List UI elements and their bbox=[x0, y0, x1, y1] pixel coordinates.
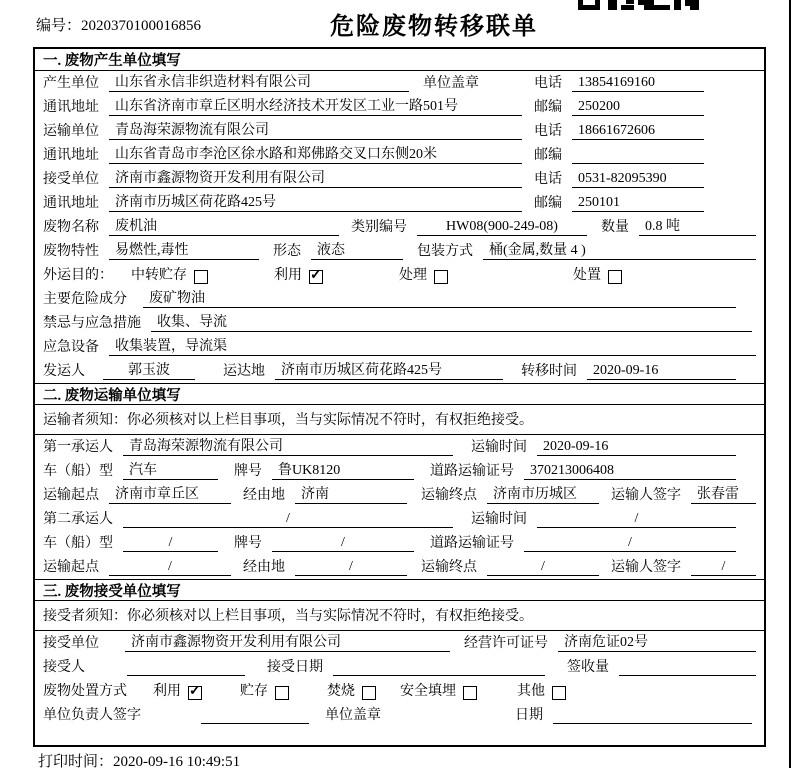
row-equipment bbox=[35, 335, 764, 359]
purpose-option-treat bbox=[399, 267, 448, 284]
date-value bbox=[553, 707, 752, 724]
row-receive-addr bbox=[35, 191, 764, 215]
receive-date-value bbox=[333, 659, 545, 676]
row-disposal bbox=[35, 679, 764, 703]
produce-addr-value: 山东省济南市章丘区明水经济技术开发区工业一路501号 bbox=[109, 98, 522, 116]
checkbox-dispose bbox=[608, 270, 622, 284]
receiver-label: 接受人 bbox=[43, 660, 85, 675]
route-via-label: 经由地 bbox=[243, 560, 285, 575]
vehicle-type2-value: / bbox=[123, 534, 218, 552]
transport-time2-value: / bbox=[537, 510, 736, 528]
route-start-label: 运输起点 bbox=[43, 488, 99, 503]
manifest-form-table bbox=[33, 47, 766, 747]
operating-license-value: 济南危证02号 bbox=[558, 634, 756, 652]
disposal-option-label: 利用 bbox=[153, 684, 181, 699]
unit-seal-label: 单位盖章 bbox=[423, 76, 479, 91]
disposal-option-burn bbox=[327, 683, 376, 700]
pack-value: 桶(金属,数量 4 ) bbox=[483, 242, 756, 260]
disposal-option-label: 安全填埋 bbox=[400, 684, 456, 699]
waste-qty-value: 0.8 吨 bbox=[639, 218, 756, 236]
checkbox-disposal-landfill bbox=[463, 686, 477, 700]
row-dispatch bbox=[35, 359, 764, 383]
produce-zip-value: 250200 bbox=[572, 98, 704, 116]
route-via2-value: / bbox=[295, 558, 407, 576]
transport-time-label: 运输时间 bbox=[471, 440, 527, 455]
row-produce-addr bbox=[35, 95, 764, 119]
row-vehicle2 bbox=[35, 531, 764, 555]
vehicle-type-label: 车（船）型 bbox=[43, 464, 113, 479]
purpose-option-label: 中转贮存 bbox=[131, 268, 187, 283]
receive-zip-value: 250101 bbox=[572, 194, 704, 212]
produce-unit-value: 山东省永信非织造材料有限公司 bbox=[109, 74, 409, 92]
pack-label: 包装方式 bbox=[417, 244, 473, 259]
page-edge-line bbox=[789, 0, 791, 768]
road-license-label: 道路运输证号 bbox=[430, 464, 514, 479]
disposal-option-label: 贮存 bbox=[240, 684, 268, 699]
waste-form-value: 液态 bbox=[311, 242, 403, 260]
disposal-option-other bbox=[517, 683, 566, 700]
route-start-value: 济南市章丘区 bbox=[109, 486, 231, 504]
section3-header: 三. 废物接受单位填写 bbox=[35, 579, 764, 601]
route-via-label: 经由地 bbox=[243, 488, 285, 503]
receiver-notice: 接受者须知：你必须核对以上栏目事项，当与实际情况不符时，有权拒绝接受。 bbox=[35, 601, 764, 631]
route-end-label: 运输终点 bbox=[421, 560, 477, 575]
plate-label: 牌号 bbox=[234, 464, 262, 479]
row-waste-props bbox=[35, 239, 764, 263]
row-receive-unit3 bbox=[35, 631, 764, 655]
waste-name-label: 废物名称 bbox=[43, 220, 99, 235]
route-start-label: 运输起点 bbox=[43, 560, 99, 575]
disposal-option-landfill bbox=[400, 683, 477, 700]
purpose-option-transfer bbox=[131, 267, 208, 284]
transporter-sign-label: 运输人签字 bbox=[611, 560, 681, 575]
road-license2-value: / bbox=[524, 534, 736, 552]
row-hazard bbox=[35, 287, 764, 311]
row-transport-unit bbox=[35, 119, 764, 143]
section2-header: 二. 废物运输单位填写 bbox=[35, 383, 764, 405]
taboo-label: 禁忌与应急措施 bbox=[43, 316, 141, 331]
dispatcher-label: 发运人 bbox=[43, 364, 85, 379]
addr-label: 通讯地址 bbox=[43, 196, 99, 211]
produce-tel-value: 13854169160 bbox=[572, 74, 704, 92]
carrier2-label: 第二承运人 bbox=[43, 512, 113, 527]
purpose-option-use bbox=[274, 267, 323, 284]
road-license-label: 道路运输证号 bbox=[430, 536, 514, 551]
transporter-sign-value: 张春雷 bbox=[691, 486, 756, 504]
transport-zip-value bbox=[572, 147, 704, 164]
dest-label: 运达地 bbox=[223, 364, 265, 379]
hazard-value: 废矿物油 bbox=[143, 290, 736, 308]
section1-header: 一. 废物产生单位填写 bbox=[35, 49, 764, 71]
plate-value: 鲁UK8120 bbox=[272, 462, 414, 480]
carrier2-value: / bbox=[123, 510, 453, 528]
row-purpose bbox=[35, 263, 764, 287]
purpose-option-label: 利用 bbox=[274, 268, 302, 283]
waste-props-label: 废物特性 bbox=[43, 244, 99, 259]
carrier1-label: 第一承运人 bbox=[43, 440, 113, 455]
transporter-sign-label: 运输人签字 bbox=[611, 488, 681, 503]
tel-label: 电话 bbox=[534, 76, 562, 91]
checkbox-disposal-other bbox=[552, 686, 566, 700]
waste-name-value: 废机油 bbox=[109, 218, 339, 236]
receive-date-label: 接受日期 bbox=[267, 660, 323, 675]
qr-code-fragment bbox=[578, 0, 704, 11]
print-time-label: 打印时间： bbox=[38, 754, 114, 770]
zip-label: 邮编 bbox=[534, 196, 562, 211]
page-title: 危险废物转移联单 bbox=[330, 14, 538, 40]
transporter-sign2-value: / bbox=[691, 558, 756, 576]
row-receiver bbox=[35, 655, 764, 679]
zip-label: 邮编 bbox=[534, 148, 562, 163]
plate2-value: / bbox=[272, 534, 414, 552]
receive-unit-value: 济南市鑫源物资开发利用有限公司 bbox=[109, 170, 522, 188]
row-responsible-sign bbox=[35, 703, 764, 727]
signed-qty-value bbox=[619, 659, 756, 676]
row-taboo bbox=[35, 311, 764, 335]
checkbox-disposal-storage bbox=[275, 686, 289, 700]
row-produce-unit bbox=[35, 71, 764, 95]
disposal-option-use bbox=[153, 683, 202, 700]
waste-code-label: 类别编号 bbox=[351, 220, 407, 235]
checkbox-disposal-use bbox=[188, 686, 202, 700]
waste-form-label: 形态 bbox=[273, 244, 301, 259]
addr-label: 通讯地址 bbox=[43, 100, 99, 115]
row-route1 bbox=[35, 483, 764, 507]
row-waste-name bbox=[35, 215, 764, 239]
unit-seal-label: 单位盖章 bbox=[325, 708, 381, 723]
transport-tel-value: 18661672606 bbox=[572, 122, 704, 140]
transport-unit-value: 青岛海荣源物流有限公司 bbox=[109, 122, 522, 140]
addr-label: 通讯地址 bbox=[43, 148, 99, 163]
taboo-value: 收集、导流 bbox=[151, 314, 752, 332]
waste-qty-label: 数量 bbox=[601, 220, 629, 235]
checkbox-disposal-burn bbox=[362, 686, 376, 700]
produce-unit-label: 产生单位 bbox=[43, 76, 99, 91]
receive-addr-value: 济南市历城区荷花路425号 bbox=[109, 194, 522, 212]
responsible-sign-label: 单位负责人签字 bbox=[43, 708, 141, 723]
transfer-time-label: 转移时间 bbox=[521, 364, 577, 379]
serial-value: 2020370100016856 bbox=[81, 18, 202, 34]
purpose-option-label: 处理 bbox=[399, 268, 427, 283]
checkbox-use bbox=[309, 270, 323, 284]
checkbox-treat bbox=[434, 270, 448, 284]
row-receive-unit bbox=[35, 167, 764, 191]
row-carrier1 bbox=[35, 435, 764, 459]
disposal-option-label: 焚烧 bbox=[327, 684, 355, 699]
receiver-value bbox=[127, 659, 245, 676]
receive-unit3-value: 济南市鑫源物资开发利用有限公司 bbox=[125, 634, 450, 652]
row-vehicle1 bbox=[35, 459, 764, 483]
equipment-label: 应急设备 bbox=[43, 340, 99, 355]
dispatcher-value: 郭玉波 bbox=[103, 362, 195, 380]
plate-label: 牌号 bbox=[234, 536, 262, 551]
receive-unit-label: 接受单位 bbox=[43, 172, 99, 187]
receive-unit-label: 接受单位 bbox=[43, 636, 99, 651]
route-end2-value: / bbox=[487, 558, 599, 576]
tel-label: 电话 bbox=[534, 172, 562, 187]
waste-props-value: 易燃性,毒性 bbox=[109, 242, 259, 260]
responsible-sign-value bbox=[201, 707, 309, 724]
waste-code-value: HW08(900-249-08) bbox=[417, 218, 587, 236]
transport-time-value: 2020-09-16 bbox=[537, 438, 736, 456]
purpose-option-label: 处置 bbox=[573, 268, 601, 283]
purpose-option-dispose bbox=[573, 267, 622, 284]
disposal-option-label: 其他 bbox=[517, 684, 545, 699]
receive-tel-value: 0531-82095390 bbox=[572, 170, 704, 188]
route-via-value: 济南 bbox=[295, 486, 407, 504]
signed-qty-label: 签收量 bbox=[567, 660, 609, 675]
vehicle-type-label: 车（船）型 bbox=[43, 536, 113, 551]
disposal-option-storage bbox=[240, 683, 289, 700]
checkbox-transfer-storage bbox=[194, 270, 208, 284]
hazard-label: 主要危险成分 bbox=[43, 292, 127, 307]
serial-label: 编号： bbox=[36, 18, 82, 34]
carrier1-value: 青岛海荣源物流有限公司 bbox=[123, 438, 453, 456]
transport-addr-value: 山东省青岛市李沧区徐水路和郑佛路交叉口东侧20米 bbox=[109, 146, 522, 164]
disposal-label: 废物处置方式 bbox=[43, 684, 127, 699]
operating-license-label: 经营许可证号 bbox=[464, 636, 548, 651]
purpose-label: 外运目的： bbox=[43, 268, 113, 283]
date-label: 日期 bbox=[515, 708, 543, 723]
zip-label: 邮编 bbox=[534, 100, 562, 115]
road-license-value: 370213006408 bbox=[524, 462, 736, 480]
tel-label: 电话 bbox=[534, 124, 562, 139]
equipment-value: 收集装置，导流渠 bbox=[109, 338, 756, 356]
vehicle-type-value: 汽车 bbox=[123, 462, 218, 480]
serial-number-line bbox=[36, 14, 201, 35]
route-end-value: 济南市历城区 bbox=[487, 486, 599, 504]
dest-value: 济南市历城区荷花路425号 bbox=[275, 362, 503, 380]
transport-time-label: 运输时间 bbox=[471, 512, 527, 527]
transport-unit-label: 运输单位 bbox=[43, 124, 99, 139]
route-end-label: 运输终点 bbox=[421, 488, 477, 503]
transporter-notice: 运输者须知：你必须核对以上栏目事项，当与实际情况不符时，有权拒绝接受。 bbox=[35, 405, 764, 435]
row-carrier2 bbox=[35, 507, 764, 531]
row-transport-addr bbox=[35, 143, 764, 167]
print-time-value: 2020-09-16 10:49:51 bbox=[113, 754, 241, 770]
transfer-time-value: 2020-09-16 bbox=[587, 362, 736, 380]
row-route2 bbox=[35, 555, 764, 579]
route-start2-value: / bbox=[109, 558, 231, 576]
